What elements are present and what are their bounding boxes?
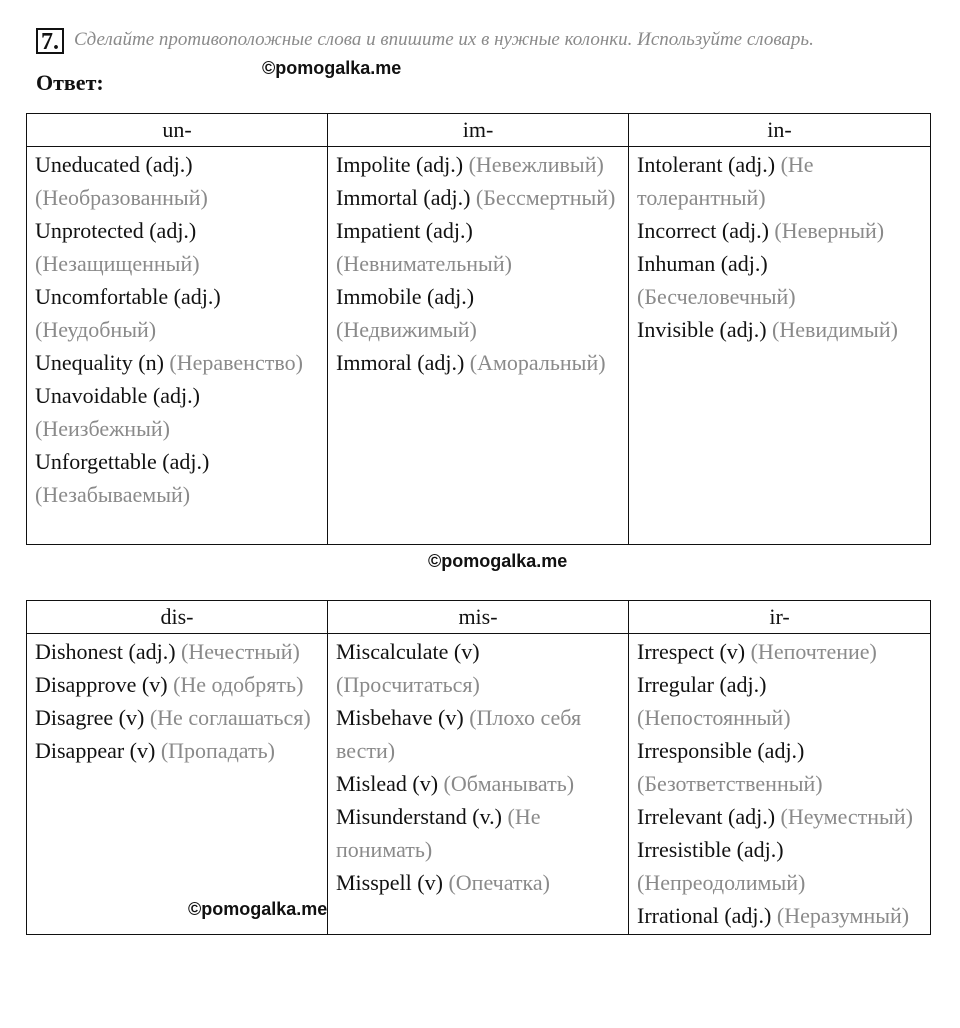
- word-entry: [35, 280, 319, 346]
- word-entry: [637, 833, 922, 899]
- word-entry: [336, 214, 620, 280]
- russian-translation: (Недвижимый): [336, 317, 477, 342]
- english-word: Intolerant (adj.): [637, 152, 776, 177]
- word-entry: [637, 247, 922, 313]
- word-entry: [637, 313, 922, 346]
- english-word: Irresistible (adj.): [637, 837, 784, 862]
- english-word: Disappear (v): [35, 738, 156, 763]
- column-cell: [27, 634, 328, 935]
- russian-translation: (Не соглашаться): [149, 705, 311, 730]
- english-word: Misspell (v): [336, 870, 443, 895]
- english-word: Uncomfortable (adj.): [35, 284, 221, 309]
- column-header: im-: [328, 114, 629, 147]
- russian-translation: (Неудобный): [35, 317, 157, 342]
- column-cell: [629, 634, 931, 935]
- english-word: Impatient (adj.): [336, 218, 473, 243]
- word-entry: [637, 800, 922, 833]
- english-word: Miscalculate (v): [336, 639, 480, 664]
- column-header: un-: [27, 114, 328, 147]
- word-entry: [35, 346, 319, 379]
- english-word: Immobile (adj.): [336, 284, 475, 309]
- english-word: Irrelevant (adj.): [637, 804, 776, 829]
- task-header: [36, 28, 936, 58]
- russian-translation: (Неравенство): [169, 350, 303, 375]
- word-entry: [637, 148, 922, 214]
- english-word: Unavoidable (adj.): [35, 383, 200, 408]
- word-entry: [637, 635, 922, 668]
- word-entry: [336, 280, 620, 346]
- english-word: Incorrect (adj.): [637, 218, 769, 243]
- russian-translation: (Невидимый): [772, 317, 898, 342]
- russian-translation: (Просчитаться): [336, 672, 480, 697]
- word-entry: [35, 668, 319, 701]
- column-header: in-: [629, 114, 931, 147]
- word-entry: [336, 148, 620, 181]
- word-entry: [637, 734, 922, 800]
- russian-translation: (Опечатка): [448, 870, 550, 895]
- word-entry: [336, 635, 620, 701]
- russian-translation: (Не понимать): [336, 804, 541, 862]
- task-number: 7.: [36, 28, 64, 54]
- column-cell: [328, 634, 629, 935]
- russian-translation: (Неизбежный): [35, 416, 170, 441]
- english-word: Invisible (adj.): [637, 317, 767, 342]
- english-word: Misbehave (v): [336, 705, 464, 730]
- russian-translation: (Аморальный): [469, 350, 606, 375]
- russian-translation: (Бесчеловечный): [637, 284, 796, 309]
- column-cell: [629, 147, 931, 545]
- english-word: Dishonest (adj.): [35, 639, 176, 664]
- russian-translation: (Непостоянный): [637, 705, 791, 730]
- english-word: Inhuman (adj.): [637, 251, 768, 276]
- english-word: Unprotected (adj.): [35, 218, 197, 243]
- english-word: Unequality (n): [35, 350, 164, 375]
- russian-translation: (Необразованный): [35, 185, 208, 210]
- russian-translation: (Незабываемый): [35, 482, 191, 507]
- table-row: [27, 634, 931, 935]
- word-entry: [336, 181, 620, 214]
- english-word: Irresponsible (adj.): [637, 738, 805, 763]
- english-word: Disagree (v): [35, 705, 145, 730]
- russian-translation: (Невнимательный): [336, 251, 512, 276]
- english-word: Disapprove (v): [35, 672, 168, 697]
- table-row: [27, 147, 931, 545]
- column-header: ir-: [629, 601, 931, 634]
- russian-translation: (Неверный): [774, 218, 885, 243]
- word-entry: [336, 701, 620, 767]
- russian-translation: (Не толерантный): [637, 152, 814, 210]
- english-word: Mislead (v): [336, 771, 439, 796]
- word-entry: [336, 346, 620, 379]
- watermark: ©pomogalka.me: [262, 58, 402, 78]
- english-word: Irregular (adj.): [637, 672, 767, 697]
- russian-translation: (Неразумный): [776, 903, 910, 928]
- english-word: Irrespect (v): [637, 639, 746, 664]
- english-word: Uneducated (adj.): [35, 152, 193, 177]
- column-header: dis-: [27, 601, 328, 634]
- word-entry: [336, 767, 620, 800]
- word-entry: [35, 148, 319, 214]
- word-entry: [336, 800, 620, 866]
- word-entry: [35, 214, 319, 280]
- russian-translation: (Бессмертный): [475, 185, 616, 210]
- word-entry: [35, 701, 319, 734]
- word-entry: [35, 379, 319, 445]
- column-cell: [27, 147, 328, 545]
- table-header-row: [27, 114, 931, 147]
- russian-translation: (Нечестный): [181, 639, 300, 664]
- word-entry: [35, 734, 319, 767]
- russian-translation: (Пропадать): [160, 738, 275, 763]
- russian-translation: (Непреодолимый): [637, 870, 806, 895]
- table-header-row: [27, 601, 931, 634]
- watermark: ©pomogalka.me: [428, 551, 568, 571]
- russian-translation: (Плохо себя вести): [336, 705, 582, 763]
- russian-translation: (Невежливый): [468, 152, 604, 177]
- word-entry: [35, 635, 319, 668]
- english-word: Misunderstand (v.): [336, 804, 502, 829]
- column-header: mis-: [328, 601, 629, 634]
- russian-translation: (Незащищенный): [35, 251, 200, 276]
- word-entry: [35, 445, 319, 511]
- english-word: Immoral (adj.): [336, 350, 465, 375]
- prefix-table-1: [26, 113, 931, 545]
- column-cell: [328, 147, 629, 545]
- russian-translation: (Не одобрять): [173, 672, 304, 697]
- english-word: Unforgettable (adj.): [35, 449, 210, 474]
- russian-translation: (Непочтение): [750, 639, 877, 664]
- word-entry: [637, 899, 922, 932]
- word-entry: [637, 214, 922, 247]
- watermark: ©pomogalka.me: [188, 899, 328, 919]
- russian-translation: (Безответственный): [637, 771, 823, 796]
- prefix-table-2: [26, 600, 931, 935]
- english-word: Immortal (adj.): [336, 185, 471, 210]
- word-entry: [637, 668, 922, 734]
- english-word: Impolite (adj.): [336, 152, 464, 177]
- word-entry: [336, 866, 620, 899]
- answer-label: Ответ:: [36, 70, 104, 95]
- task-instruction: Сделайте противоположные слова и впишите их в нужные колонки. Используйте словарь.: [74, 29, 814, 50]
- russian-translation: (Неуместный): [780, 804, 913, 829]
- english-word: Irrational (adj.): [637, 903, 772, 928]
- russian-translation: (Обманывать): [443, 771, 575, 796]
